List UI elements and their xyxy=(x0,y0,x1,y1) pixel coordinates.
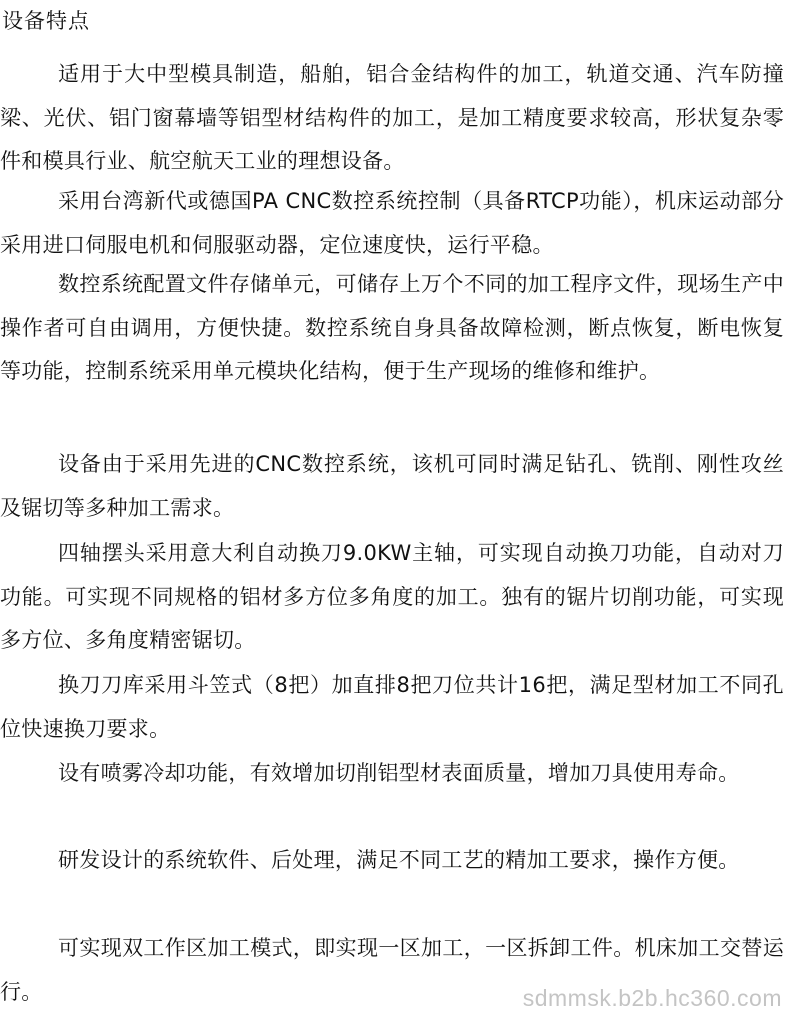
paragraph-software: 研发设计的系统软件、后处理，满足不同工艺的精加工要求，操作方便。 xyxy=(58,848,740,872)
paragraph-storage-diagnostics: 数控系统配置文件存储单元，可储存上万个不同的加工程序文件，现场生产中操作者可自由调用，方便快捷。数控系统自身具备故障检测，断点恢复，断电恢复等功能，控制系统采用单元模块化结构，便于生产现场的维修和维护。 xyxy=(0,272,784,383)
site-watermark: sdmmsk.b2b.hc360.com xyxy=(522,985,782,1011)
section-title: 设备特点 xyxy=(2,9,90,33)
paragraph-tool-magazine: 换刀刀库采用斗笠式（8把）加直排8把刀位共计16把，满足型材加工不同孔位快速换刀要求。 xyxy=(0,673,784,741)
paragraph-spindle-head: 四轴摆头采用意大利自动换刀9.0KW主轴，可实现自动换刀功能，自动对刀功能。可实现不同规格的铝材多方位多角度的加工。独有的锯片切削功能，可实现多方位、多角度精密锯切。 xyxy=(0,541,784,652)
paragraph-machining-capabilities: 设备由于采用先进的CNC数控系统，该机可同时满足钻孔、铣削、刚性攻丝及锯切等多种加工需求。 xyxy=(0,452,784,520)
paragraph-spray-cooling: 设有喷雾冷却功能，有效增加切削铝型材表面质量，增加刀具使用寿命。 xyxy=(58,761,740,785)
paragraph-dual-work-zone: 可实现双工作区加工模式，即实现一区加工，一区拆卸工件。机床加工交替运行。 xyxy=(0,936,784,1004)
paragraph-applications: 适用于大中型模具制造，船舶，铝合金结构件的加工，轨道交通、汽车防撞梁、光伏、铝门窗幕墙等铝型材结构件的加工，是加工精度要求较高，形状复杂零件和模具行业、航空航天工业的理想设备。 xyxy=(0,62,784,173)
paragraph-control-system: 采用台湾新代或德国PA CNC数控系统控制（具备RTCP功能），机床运动部分采用进口伺服电机和伺服驱动器，定位速度快，运行平稳。 xyxy=(0,189,784,257)
